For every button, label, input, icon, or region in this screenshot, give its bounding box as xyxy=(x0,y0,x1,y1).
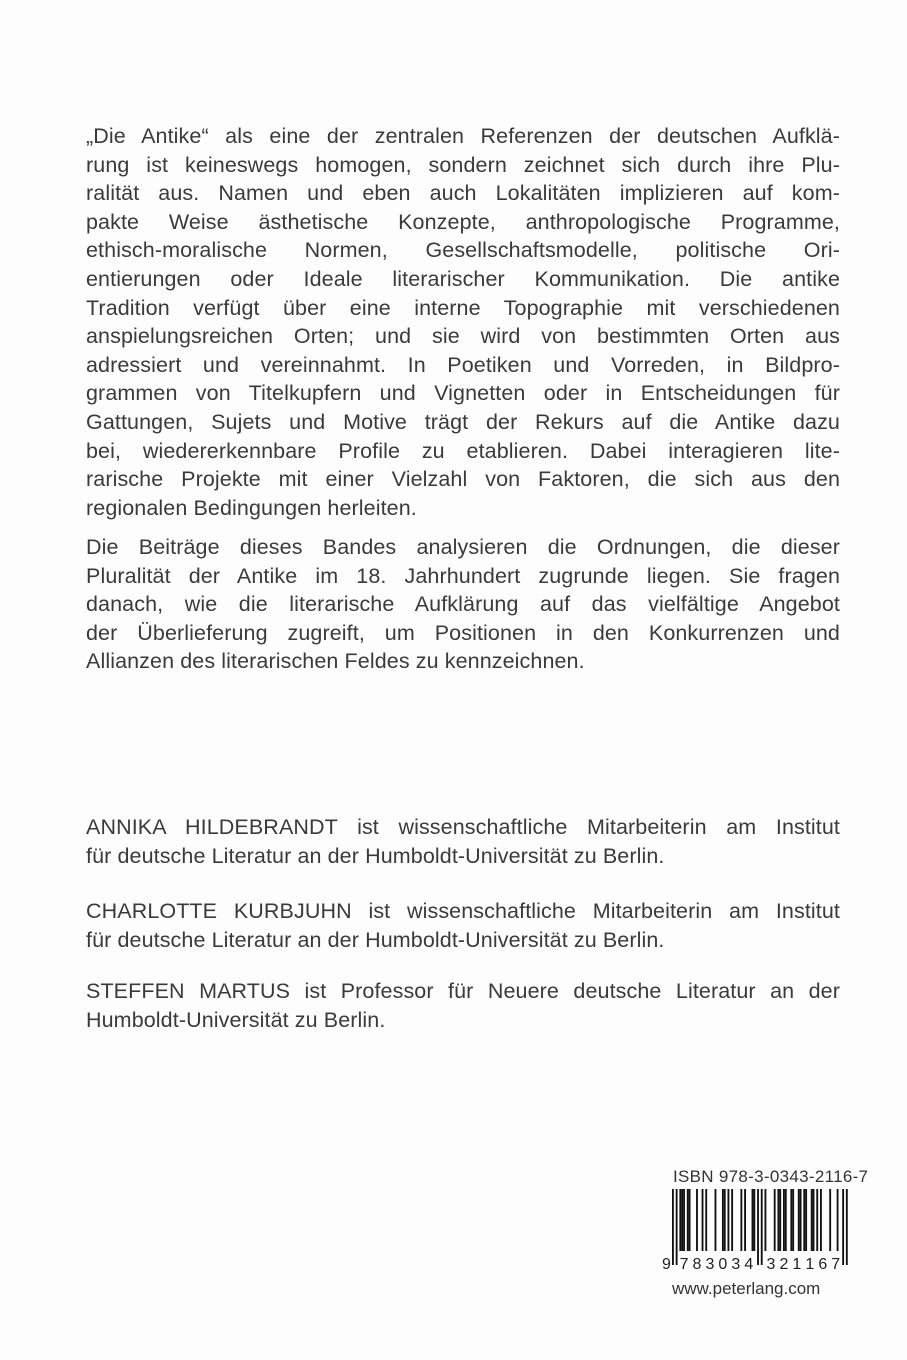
barcode-bar xyxy=(672,1189,674,1265)
text-line: rarische Projekte mit einer Vielzahl von Faktoren, die sich aus den xyxy=(86,467,840,492)
text-line: Tradition verfügt über eine interne Topographie mit verschiedenen xyxy=(86,295,840,320)
barcode-bar xyxy=(676,1189,678,1265)
barcode-digit: 7 xyxy=(831,1256,841,1273)
text-line: STEFFEN MARTUS ist Professor für Neuere deutsche Literatur an der xyxy=(86,979,840,1003)
text-line: grammen von Titelkupfern und Vignetten oder in Entscheidungen für xyxy=(86,381,840,406)
text-line: danach, wie die literarische Aufklärung auf das vielfältige Angebot xyxy=(86,592,840,617)
barcode-bar xyxy=(715,1189,717,1251)
text-line: „Die Antike“ als eine der zentralen Referenzen der deutschen Aufklä- xyxy=(86,124,840,148)
description-paragraph-2 xyxy=(86,533,840,676)
text-line: adressiert und vereinnahmt. In Poetiken und Vorreden, in Bildpro- xyxy=(86,352,840,377)
barcode-bar xyxy=(842,1189,844,1265)
barcode-bar xyxy=(798,1189,800,1251)
text-line: der Überlieferung zugreift, um Positionen in den Konkurrenzen und xyxy=(86,620,840,645)
barcode-bar xyxy=(761,1189,763,1265)
barcode-bar xyxy=(744,1189,746,1251)
barcode-digit: 9 xyxy=(662,1256,671,1273)
barcode-digit: 4 xyxy=(744,1256,754,1273)
barcode-bar xyxy=(757,1189,759,1265)
barcode-digit: 1 xyxy=(792,1256,802,1273)
barcode-bar xyxy=(724,1189,726,1251)
barcode-digit: 8 xyxy=(692,1256,702,1273)
barcode-bar xyxy=(805,1189,807,1251)
barcode-digit: 1 xyxy=(805,1256,815,1273)
barcode-bar xyxy=(679,1189,681,1251)
text-line: regionalen Bedingungen herleiten. xyxy=(86,495,417,520)
barcode-bar xyxy=(765,1189,767,1251)
text-line: Allianzen des literarischen Feldes zu kennzeichnen. xyxy=(86,649,585,674)
barcode-bar xyxy=(705,1189,707,1251)
text-line: ethisch-moralische Normen, Gesellschaftsmodelle, politische Ori- xyxy=(86,238,840,263)
barcode-bar xyxy=(689,1189,691,1251)
text-line: ralität aus. Namen und eben auch Lokalitäten implizieren auf kom- xyxy=(86,181,840,206)
barcode-bar xyxy=(813,1189,815,1251)
barcode-digit: 6 xyxy=(818,1256,828,1273)
author-bio-3 xyxy=(86,977,840,1034)
barcode-bar xyxy=(753,1189,755,1251)
barcode-bar xyxy=(792,1189,794,1251)
barcode-bar xyxy=(846,1189,848,1265)
barcode-bar xyxy=(803,1189,805,1251)
barcode-digit: 0 xyxy=(718,1256,728,1273)
description-paragraph-1 xyxy=(86,122,840,522)
barcode-bar xyxy=(681,1189,683,1251)
text-line: für deutsche Literatur an der Humboldt-Universität zu Berlin. xyxy=(86,843,665,868)
text-line: rung ist keineswegs homogen, sondern zeichnet sich durch ihre Plu- xyxy=(86,152,840,177)
text-line: Pluralität der Antike im 18. Jahrhundert zugrunde liegen. Sie fragen xyxy=(86,563,840,588)
barcode-digit: 3 xyxy=(731,1256,741,1273)
barcode-bar xyxy=(790,1189,792,1251)
barcode-bar xyxy=(731,1189,733,1251)
text-line: bei, wiedererkennbare Profile zu etablieren. Dabei interagieren lite- xyxy=(86,438,840,463)
barcode-bar xyxy=(820,1189,822,1251)
barcode-bar xyxy=(740,1189,742,1251)
barcode-bar xyxy=(722,1189,724,1251)
text-line: pakte Weise ästhetische Konzepte, anthropologische Programme, xyxy=(86,209,840,234)
barcode-digit: 2 xyxy=(779,1256,789,1273)
text-line: für deutsche Literatur an der Humboldt-Universität zu Berlin. xyxy=(86,927,665,952)
barcode-bar xyxy=(811,1189,813,1251)
barcode-bar xyxy=(696,1189,698,1251)
text-line: Die Beiträge dieses Bandes analysieren die Ordnungen, die dieser xyxy=(86,535,840,559)
publisher-url: www.peterlang.com xyxy=(672,1279,821,1298)
barcode-bar xyxy=(702,1189,704,1251)
isbn-label: ISBN 978-3-0343-2116-7 xyxy=(673,1167,869,1186)
barcode-digit: 3 xyxy=(766,1256,776,1273)
text-line: ANNIKA HILDEBRANDT ist wissenschaftliche Mitarbeiterin am Institut xyxy=(86,815,840,839)
barcode-bar xyxy=(774,1189,776,1251)
text-line: Humboldt-Universität zu Berlin. xyxy=(86,1007,386,1032)
barcode-bar xyxy=(785,1189,787,1251)
text-line: entierungen oder Ideale literarischer Kommunikation. Die antike xyxy=(86,266,840,291)
barcode-bar xyxy=(752,1189,754,1251)
barcode-bar xyxy=(816,1189,818,1251)
barcode-bar xyxy=(800,1189,802,1251)
barcode-bar xyxy=(728,1189,730,1251)
barcode-bar xyxy=(687,1189,689,1251)
author-bio-1 xyxy=(86,813,840,870)
barcode-bar xyxy=(683,1189,685,1251)
author-bio-2 xyxy=(86,897,840,954)
barcode-bar xyxy=(779,1189,781,1251)
barcode-bar xyxy=(837,1189,839,1251)
barcode xyxy=(660,1189,850,1273)
text-line: CHARLOTTE KURBJUHN ist wissenschaftliche Mitarbeiterin am Institut xyxy=(86,899,840,923)
barcode-bar xyxy=(829,1189,831,1251)
barcode-bar xyxy=(783,1189,785,1251)
text-line: anspielungsreichen Orten; und sie wird von bestimmten Orten aus xyxy=(86,324,840,349)
barcode-bar xyxy=(777,1189,779,1251)
barcode-digit: 7 xyxy=(679,1256,689,1273)
barcode-digit: 3 xyxy=(705,1256,715,1273)
text-line: Gattungen, Sujets und Motive trägt der Rekurs auf die Antike dazu xyxy=(86,409,840,434)
